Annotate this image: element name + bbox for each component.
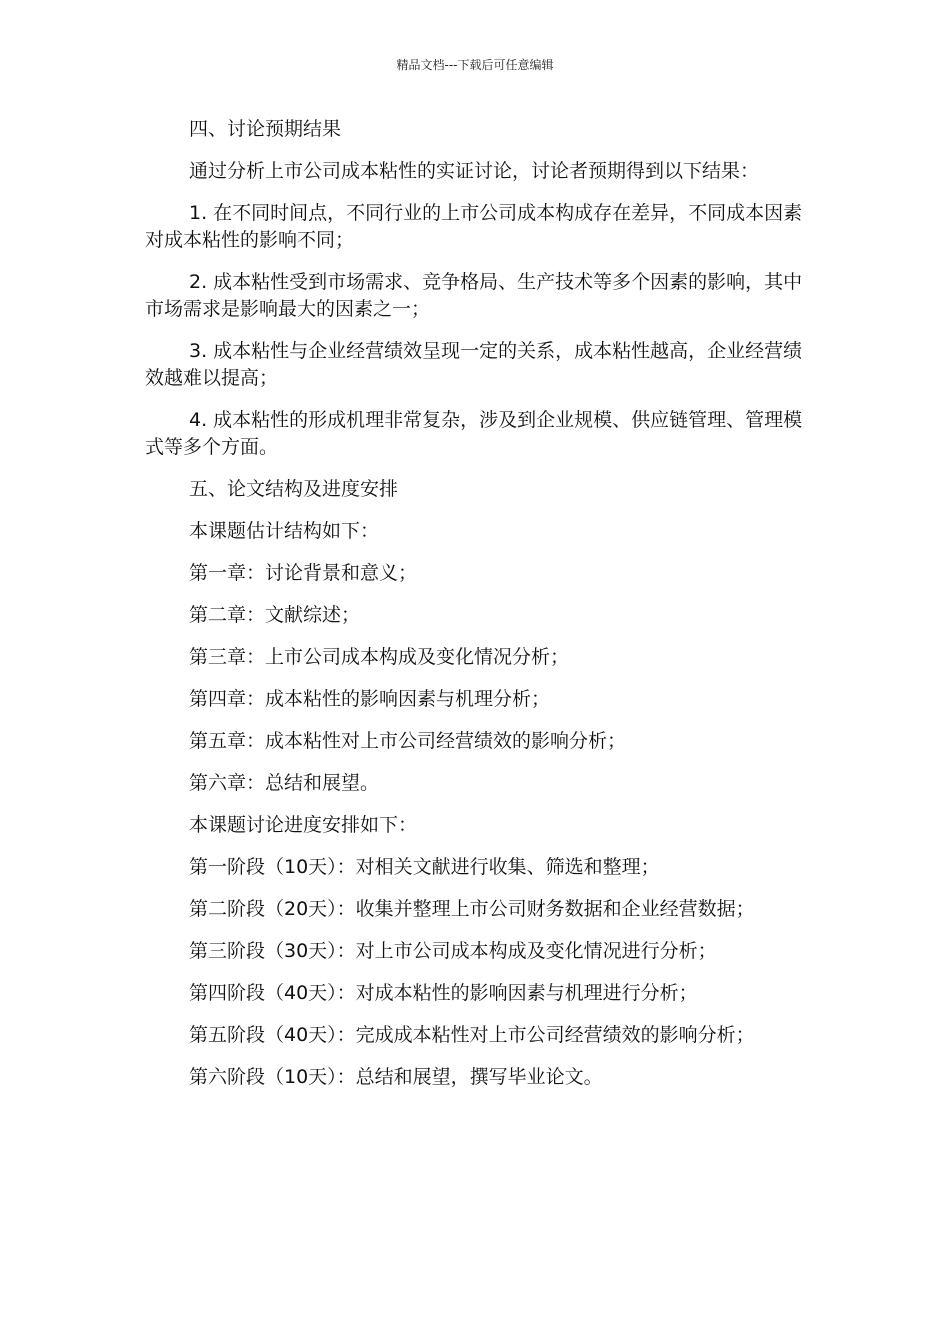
paragraph: 通过分析上市公司成本粘性的实证讨论，讨论者预期得到以下结果： (189, 160, 760, 182)
chapter-item: 第二章：文献综述； (189, 604, 361, 626)
stage-item: 第四阶段（40天）：对成本粘性的影响因素与机理进行分析； (189, 982, 698, 1004)
stage-item: 第一阶段（10天）：对相关文献进行收集、筛选和整理； (189, 856, 660, 878)
stage-item: 第二阶段（20天）：收集并整理上市公司财务数据和企业经营数据； (189, 898, 755, 920)
stage-item: 第六阶段（10天）：总结和展望，撰写毕业论文。 (189, 1066, 603, 1088)
chapter-item: 第五章：成本粘性对上市公司经营绩效的影响分析； (189, 730, 627, 752)
chapter-item: 第一章：讨论背景和意义； (189, 562, 418, 584)
paragraph: 本课题讨论进度安排如下： (189, 814, 418, 836)
stage-item: 第三阶段（30天）：对上市公司成本构成及变化情况进行分析； (189, 940, 717, 962)
page-header: 精品文档---下载后可任意编辑 (396, 58, 554, 72)
chapter-item: 第四章：成本粘性的影响因素与机理分析； (189, 688, 551, 710)
result-item: 1. 在不同时间点，不同行业的上市公司成本构成存在差异，不同成本因素对成本粘性的影响不同； (145, 202, 803, 251)
result-item: 3. 成本粘性与企业经营绩效呈现一定的关系，成本粘性越高，企业经营绩效越难以提高； (145, 340, 803, 389)
stage-item: 第五阶段（40天）：完成成本粘性对上市公司经营绩效的影响分析； (189, 1024, 755, 1046)
result-item: 2. 成本粘性受到市场需求、竞争格局、生产技术等多个因素的影响，其中市场需求是影响最大的因素之一； (145, 271, 803, 320)
chapter-item: 第六章：总结和展望。 (189, 772, 380, 794)
paragraph: 本课题估计结构如下： (189, 520, 380, 542)
result-item: 4. 成本粘性的形成机理非常复杂，涉及到企业规模、供应链管理、管理模式等多个方面。 (145, 409, 803, 458)
chapter-item: 第三章：上市公司成本构成及变化情况分析； (189, 646, 570, 668)
section-title: 四、讨论预期结果 (189, 118, 342, 140)
section-title: 五、论文结构及进度安排 (189, 478, 399, 500)
document-body (145, 116, 817, 1106)
